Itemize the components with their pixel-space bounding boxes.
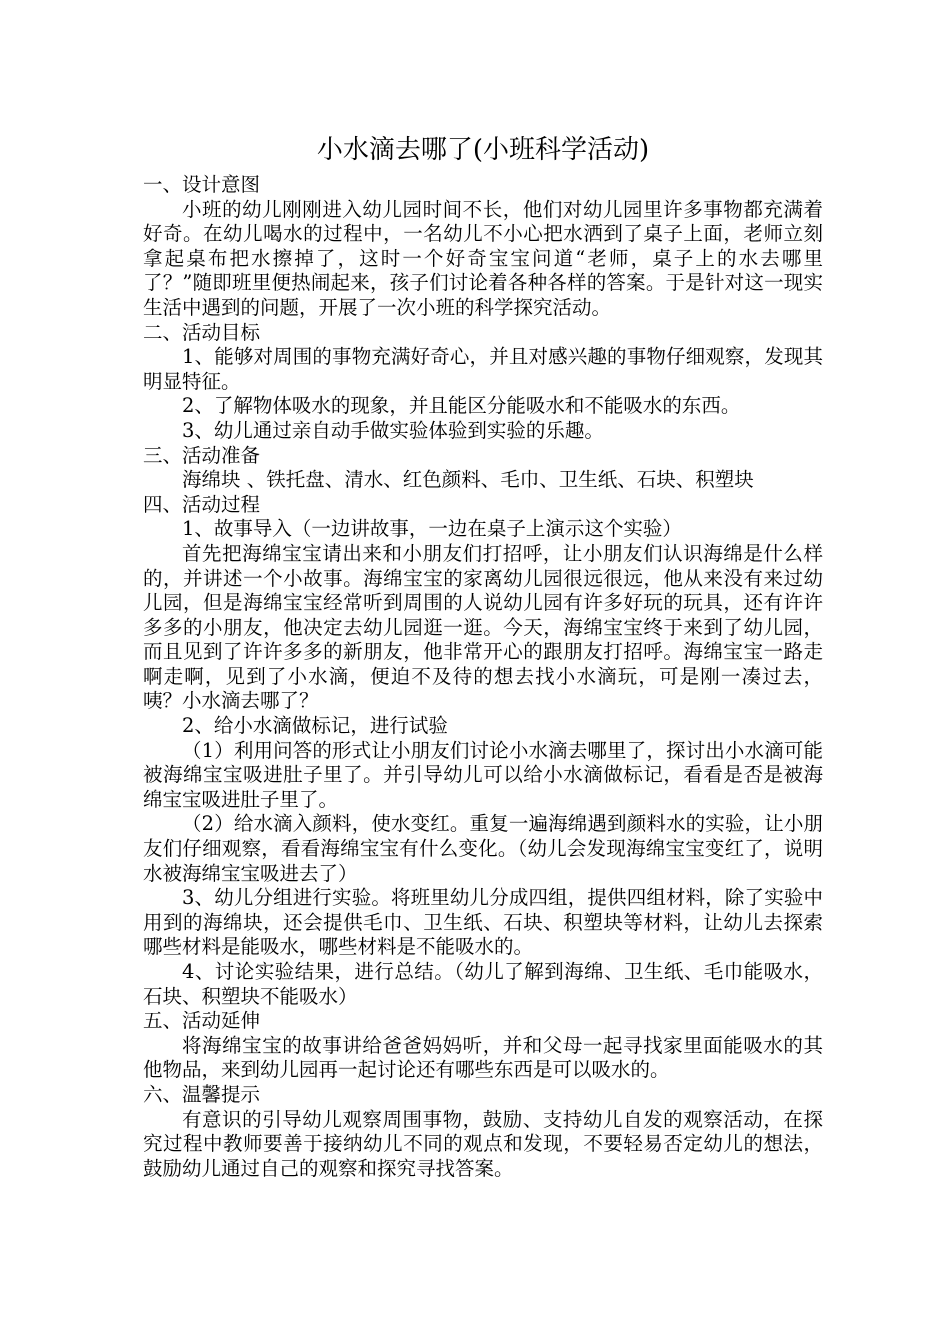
section-activity-extension xyxy=(143,1009,823,1083)
section-heading: 四、活动过程 xyxy=(143,492,261,516)
paragraph: （2）给水滴入颜料，使水变红。重复一遍海绵遇到颜料水的实验，让小朋友们仔细观察，看看海绵宝宝有什么变化。（幼儿会发现海绵宝宝变红了，说明水被海绵宝宝吸进去了） xyxy=(143,812,823,885)
document-title: 小水滴去哪了(小班科学活动) xyxy=(316,135,650,165)
section-heading: 三、活动准备 xyxy=(143,443,261,467)
section-activity-preparation xyxy=(143,444,823,493)
section-activity-goals xyxy=(143,321,823,444)
section-design-intent xyxy=(143,173,823,321)
section-heading: 二、活动目标 xyxy=(143,320,261,344)
paragraph: 1、故事导入（一边讲故事，一边在桌子上演示这个实验） xyxy=(182,517,682,541)
document-page xyxy=(143,133,823,1181)
section-activity-process xyxy=(143,493,823,1009)
section-heading: 一、设计意图 xyxy=(143,173,261,196)
section-tips xyxy=(143,1083,823,1181)
paragraph: 1、能够对周围的事物充满好奇心，并且对感兴趣的事物仔细观察，发现其明显特征。 xyxy=(143,345,823,393)
paragraph: 海绵块 、铁托盘、清水、红色颜料、毛巾、卫生纸、石块、积塑块 xyxy=(182,468,754,492)
paragraph: 3、幼儿通过亲自动手做实验体验到实验的乐趣。 xyxy=(182,418,604,442)
section-heading: 六、温馨提示 xyxy=(143,1082,261,1106)
paragraph: 有意识的引导幼儿观察周围事物，鼓励、支持幼儿自发的观察活动，在探究过程中教师要善于接纳幼儿不同的观点和发现，不要轻易否定幼儿的想法，鼓励幼儿通过自己的观察和探究寻找答案。 xyxy=(143,1107,823,1180)
paragraph: （1）利用问答的形式让小朋友们讨论小水滴去哪里了，探讨出小水滴可能被海绵宝宝吸进肚子里了。并引导幼儿可以给小水滴做标记，看看是否是被海绵宝宝吸进肚子里了。 xyxy=(143,738,823,811)
paragraph: 3、幼儿分组进行实验。将班里幼儿分成四组，提供四组材料，除了实验中用到的海绵块，还会提供毛巾、卫生纸、石块、积塑块等材料，让幼儿去探索哪些材料是能吸水，哪些材料是不能吸水的。 xyxy=(143,886,823,959)
paragraph: 首先把海绵宝宝请出来和小朋友们打招呼，让小朋友们认识海绵是什么样的，并讲述一个小故事。海绵宝宝的家离幼儿园很远很远，他从来没有来过幼儿园，但是海绵宝宝经常听到周围的人说幼儿园有许多好玩的玩具，还有许许多多的小朋友，他决定去幼儿园逛一逛。今天，海绵宝宝终于来到了幼儿园，而且见到了许许多多的新朋友，他非常开心的跟朋友打招呼。海绵宝宝一路走啊走啊，见到了小水滴，便迫不及待的想去找小水滴玩，可是刚一凑过去，咦？小水滴去哪了？ xyxy=(143,541,823,713)
paragraph: 4、讨论实验结果，进行总结。（幼儿了解到海绵、卫生纸、毛巾能吸水，石块、积塑块不能吸水） xyxy=(143,960,823,1008)
paragraph: 将海绵宝宝的故事讲给爸爸妈妈听，并和父母一起寻找家里面能吸水的其他物品，来到幼儿园再一起讨论还有哪些东西是可以吸水的。 xyxy=(143,1033,823,1082)
paragraph: 2、了解物体吸水的现象，并且能区分能吸水和不能吸水的东西。 xyxy=(182,394,741,418)
paragraph: 小班的幼儿刚刚进入幼儿园时间不长，他们对幼儿园里许多事物都充满着好奇。在幼儿喝水的过程中，一名幼儿不小心把水洒到了桌子上面，老师立刻拿起桌布把水擦掉了，这时一个好奇宝宝问道“老师，桌子上的水去哪里了？”随即班里便热闹起来，孩子们讨论着各种各样的答案。于是针对这一现实生活中遇到的问题，开展了一次小班的科学探究活动。 xyxy=(143,197,823,319)
paragraph: 2、给小水滴做标记，进行试验 xyxy=(182,714,448,738)
section-heading: 五、活动延伸 xyxy=(143,1009,261,1033)
